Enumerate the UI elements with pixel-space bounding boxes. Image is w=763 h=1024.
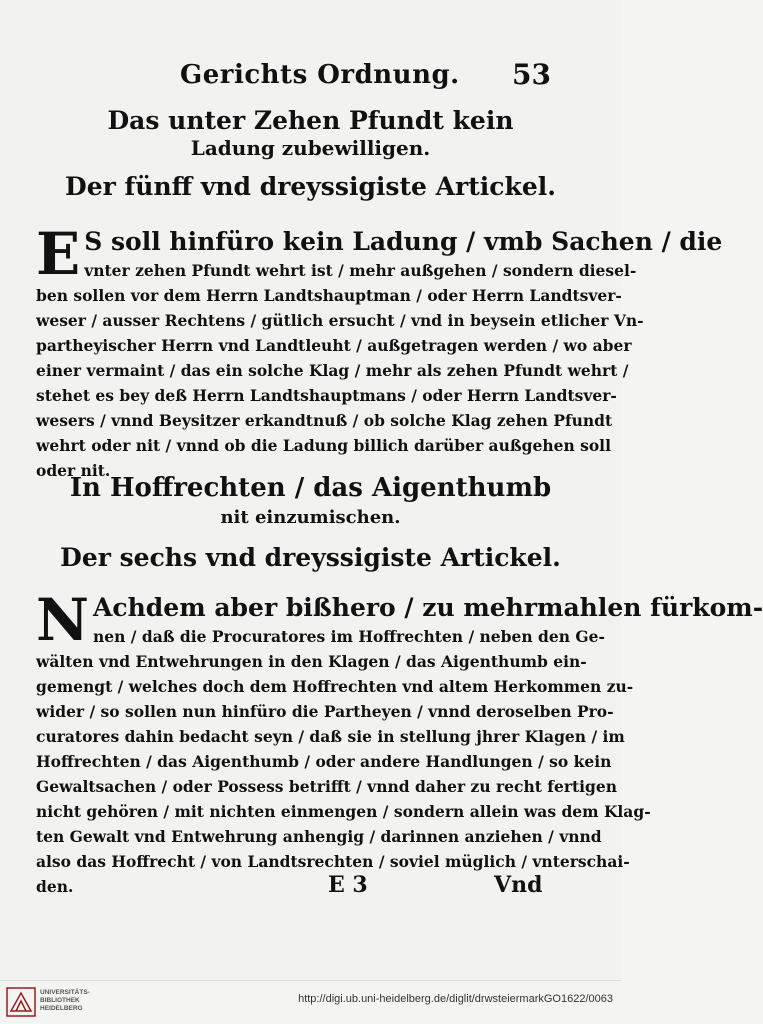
catchword: Vnd — [494, 872, 543, 898]
text-line: wider / so sollen nun hinfüro die Partheyen / vnnd deroselben Pro- — [36, 702, 614, 721]
text-line: curatores dahin bedacht seyn / daß sie in stellung jhrer Klagen / im — [36, 727, 625, 746]
text-line: nicht gehören / mit nichten einmengen / sondern allein was dem Klag- — [36, 802, 651, 821]
section2-article-title: Der sechs vnd dreyssigiste Artickel. — [60, 543, 561, 572]
section1-paragraph — [36, 220, 723, 483]
text-line: oder nit. — [36, 461, 111, 480]
text-line: gemengt / welches doch dem Hoffrechten vnd altem Herkommen zu- — [36, 677, 634, 696]
text-line: wesers / vnnd Beysitzer erkandtnuß / ob solche Klag zehen Pfundt — [36, 411, 613, 430]
text-line: Hoffrechten / das Aigenthumb / oder andere Handlungen / so kein — [36, 752, 612, 771]
text-line: nen / daß die Procuratores im Hoffrechten / neben den Ge- — [93, 627, 605, 646]
section2-subheading: nit einzumischen. — [220, 507, 401, 528]
text-line: also das Hoffrecht / von Landtsrechten / soviel müglich / vnterschai- — [36, 852, 630, 871]
section1-article-title: Der fünff vnd dreyssigiste Artickel. — [65, 172, 556, 201]
text-line: S soll hinfüro kein Ladung / vmb Sachen / die — [84, 227, 723, 256]
text-line: wälten vnd Entwehrungen in den Klagen / das Aigenthumb ein- — [36, 652, 587, 671]
viewer-footer — [0, 980, 621, 1024]
library-name-line: HEIDELBERG — [40, 1005, 83, 1012]
text-line: weser / ausser Rechtens / gütlich ersucht / vnd in beysein etlicher Vn- — [36, 311, 644, 330]
university-library-logo-icon[interactable] — [6, 987, 36, 1017]
running-head: Gerichts Ordnung. — [180, 60, 460, 90]
drop-cap-initial: E — [36, 220, 81, 288]
library-name-line: BIBLIOTHEK — [40, 997, 80, 1004]
text-line: wehrt oder nit / vnnd ob die Ladung billich darüber außgehen soll — [36, 436, 611, 455]
text-line: Achdem aber bißhero / zu mehrmahlen fürkom- — [93, 593, 763, 622]
section1-subheading: Ladung zubewilligen. — [190, 136, 431, 160]
permalink-link[interactable]: http://digi.ub.uni-heidelberg.de/diglit/drwsteiermarkGO1622/0063 — [298, 993, 613, 1005]
signature-mark: E 3 — [328, 872, 368, 898]
text-line: einer vermaint / das ein solche Klag / mehr als zehen Pfundt wehrt / — [36, 361, 629, 380]
library-name-line: UNIVERSITÄTS- — [40, 989, 90, 996]
library-name — [40, 989, 90, 1013]
section2-heading: In Hoffrechten / das Aigenthumb — [69, 473, 552, 503]
page-header — [0, 58, 621, 98]
text-line: stehet es bey deß Herrn Landtshauptmans / oder Herrn Landtsver- — [36, 386, 617, 405]
text-line: vnter zehen Pfundt wehrt ist / mehr außgehen / sondern diesel- — [84, 261, 637, 280]
section2-paragraph — [36, 586, 763, 899]
text-line: ten Gewalt vnd Entwehrung anhengig / darinnen anziehen / vnnd — [36, 827, 602, 846]
text-line: ben sollen vor dem Herrn Landtshauptman / oder Herrn Landtsver- — [36, 286, 622, 305]
page-number: 53 — [512, 58, 551, 91]
section1-heading: Das unter Zehen Pfundt kein — [107, 106, 514, 135]
drop-cap-initial: N — [36, 586, 90, 654]
text-line: Gewaltsachen / oder Possess betrifft / vnnd daher zu recht fertigen — [36, 777, 618, 796]
text-line: partheyischer Herrn vnd Landtleuht / außgetragen werden / wo aber — [36, 336, 632, 355]
text-line: den. — [36, 877, 74, 896]
